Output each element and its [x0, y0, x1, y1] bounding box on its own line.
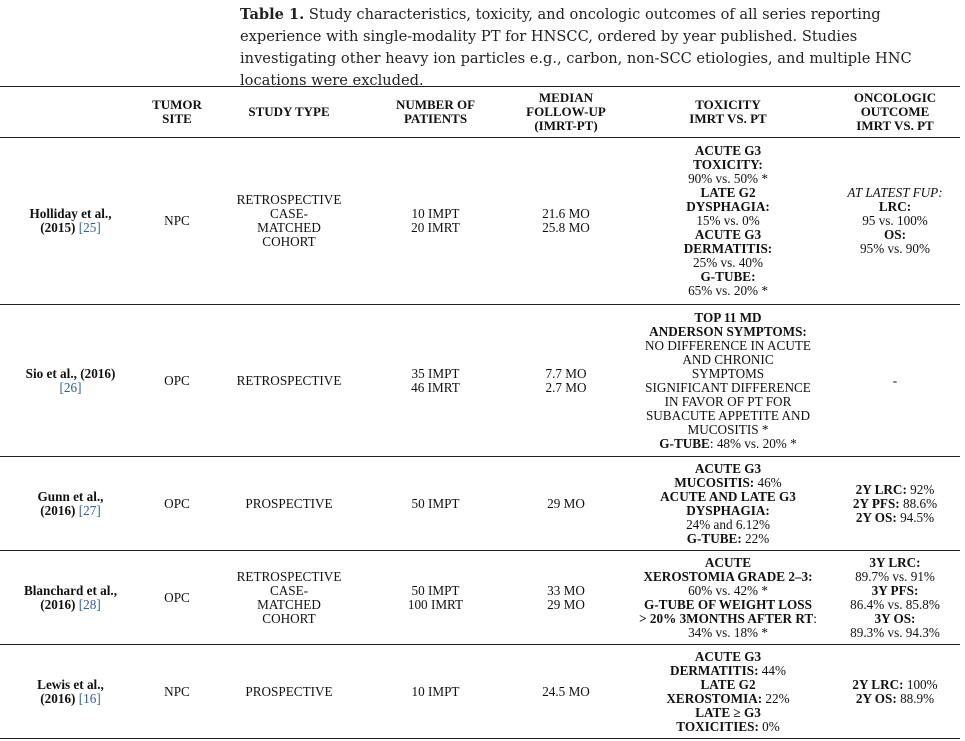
toxicity-line-value: MUCOSITIS * [687, 421, 769, 437]
toxicity-line [628, 720, 828, 734]
toxicity-line [628, 367, 828, 381]
toxicity-line-label: G-TUBE: [686, 530, 742, 546]
outcome-line [832, 626, 958, 640]
outcome-line [832, 214, 958, 228]
toxicity-cell [626, 138, 830, 305]
toxicity-line [628, 612, 828, 626]
toxicity-line [628, 381, 828, 395]
patients-line: 46 IMRT [411, 379, 460, 395]
outcome-cell [830, 305, 960, 457]
outcome-line [832, 584, 958, 598]
study-type-line: RETROSPECTIVE [236, 372, 342, 388]
toxicity-line [628, 214, 828, 228]
follow-up-line: 33 MO [547, 582, 585, 598]
toxicity-line-value: 65% vs. 20% * [688, 283, 768, 298]
toxicity-line [628, 200, 828, 214]
patients-cell [365, 551, 506, 645]
patients-cell [365, 645, 506, 739]
study-type-line: PROSPECTIVE [245, 683, 333, 699]
table-caption [240, 4, 958, 92]
outcome-line-value: 94.5% [896, 509, 935, 525]
outcome-line-label: 2Y LRC: [855, 481, 907, 497]
toxicity-line [628, 242, 828, 256]
outcome-line-value: 88.6% [899, 495, 938, 511]
reference-link[interactable]: [25] [78, 220, 101, 235]
study-type-line: COHORT [262, 610, 316, 626]
study-type-cell [213, 551, 365, 645]
table-row [0, 305, 960, 457]
study-year: (2016) [28] [40, 596, 101, 612]
toxicity-line [628, 584, 828, 598]
patients-cell [365, 138, 506, 305]
toxicity-cell [626, 551, 830, 645]
follow-up-line: 24.5 MO [542, 683, 590, 699]
toxicity-cell [626, 305, 830, 457]
header-study [0, 87, 141, 138]
caption-text: Study characteristics, toxicity, and oncologic outcomes of all series reporting experience with single-modality PT for HNSCC, ordered by year published. Studies investigating other heavy ion particles e.g., carbon, non-SCC etiologies, and multiple HNC locations were excluded. [240, 6, 912, 89]
outcome-line-value: 86.4% vs. 85.8% [850, 596, 940, 612]
outcome-line-value: - [892, 372, 898, 388]
toxicity-line [628, 228, 828, 242]
toxicity-line-value: SIGNIFICANT DIFFERENCE [645, 379, 811, 395]
study-cell [0, 551, 141, 645]
study-type-line: MATCHED [257, 220, 321, 235]
outcome-line [832, 497, 958, 511]
reference-link[interactable]: [16] [78, 690, 101, 706]
outcome-line [832, 242, 958, 256]
follow-up-line: 29 MO [547, 596, 585, 612]
study-author: Holliday et al., [29, 206, 112, 221]
outcome-line [832, 483, 958, 497]
toxicity-line [628, 158, 828, 172]
study-year [2, 381, 139, 395]
toxicity-line-value: IN FAVOR OF PT FOR [664, 393, 792, 409]
toxicity-line-label: TOXICITY: [693, 157, 763, 172]
toxicity-line [628, 692, 828, 706]
toxicity-line-label: ACUTE G3 [694, 227, 762, 242]
toxicity-line [628, 706, 828, 720]
tumor-site-cell: OPC [164, 589, 190, 605]
toxicity-line [628, 556, 828, 570]
toxicity-line-value: NO DIFFERENCE IN ACUTE [645, 337, 811, 353]
patients-line: 35 IMPT [411, 365, 460, 381]
toxicity-line-value: 22% [762, 690, 790, 706]
header-tumor-site: TUMOR SITE [152, 97, 202, 126]
outcome-line-label: OS: [884, 227, 906, 242]
outcome-line-value: 88.9% [896, 690, 935, 706]
study-cell [0, 457, 141, 551]
outcome-line [832, 598, 958, 612]
toxicity-line-label: ACUTE G3 [694, 143, 762, 158]
study-type-line: MATCHED [257, 596, 321, 612]
study-year: (2015) [25] [40, 220, 101, 235]
study-type-cell [213, 457, 365, 551]
outcome-line-label: 2Y LRC: [852, 676, 904, 692]
toxicity-line-label: ACUTE G3 [694, 460, 762, 476]
study-type-line: RETROSPECTIVE [236, 568, 342, 584]
toxicity-line-label: > 20% 3MONTHS AFTER RT [639, 610, 814, 626]
outcome-line-label: 2Y OS: [855, 690, 897, 706]
study-type-line: RETROSPECTIVE [236, 192, 342, 207]
toxicity-line-value: 25% vs. 40% [693, 255, 763, 270]
study-cell [0, 138, 141, 305]
study-author: Blanchard et al., [23, 582, 118, 598]
toxicity-line [628, 626, 828, 640]
outcome-line-label: 3Y LRC: [869, 554, 921, 570]
toxicity-line [628, 476, 828, 490]
outcome-line [832, 374, 958, 388]
follow-up-cell [506, 645, 626, 739]
reference-link[interactable]: [26] [59, 379, 82, 395]
outcome-line-value: 89.3% vs. 94.3% [850, 624, 940, 640]
toxicity-line-label: TOP 11 MD [694, 309, 762, 325]
toxicity-line-label: ACUTE [704, 554, 752, 570]
toxicity-line [628, 144, 828, 158]
follow-up-line: 21.6 MO [542, 206, 590, 221]
outcome-line [832, 200, 958, 214]
toxicity-cell [626, 457, 830, 551]
toxicity-line [628, 664, 828, 678]
header-oncologic-outcome: ONCOLOGIC OUTCOME IMRT VS. PT [853, 90, 937, 133]
toxicity-line [628, 423, 828, 437]
toxicity-line [628, 409, 828, 423]
patients-cell [365, 457, 506, 551]
follow-up-cell [506, 457, 626, 551]
toxicity-line-label: DYSPHAGIA: [686, 199, 770, 214]
study-cell [0, 645, 141, 739]
table-row [0, 645, 960, 739]
outcome-line [832, 556, 958, 570]
study-type-line: PROSPECTIVE [245, 495, 333, 511]
study-author: Sio et al., (2016) [25, 365, 116, 381]
table-row [0, 457, 960, 551]
study-type-cell [213, 645, 365, 739]
toxicity-line-value: 60% vs. 42% * [688, 582, 768, 598]
outcome-line-label: 3Y PFS: [871, 582, 919, 598]
patients-line: 20 IMRT [411, 220, 460, 235]
toxicity-line [628, 518, 828, 532]
toxicity-line-value: 24% and 6.12% [686, 516, 770, 532]
tumor-site-cell: OPC [164, 495, 190, 511]
study-type-cell [213, 138, 365, 305]
study-type-line: CASE- [269, 582, 309, 598]
header-toxicity: TOXICITY IMRT VS. PT [689, 97, 767, 126]
outcome-line-italic: AT LATEST FUP: [847, 185, 943, 200]
toxicity-line [628, 172, 828, 186]
patients-line: 10 IMPT [411, 683, 460, 699]
toxicity-line-value: : 48% vs. 20% * [709, 435, 797, 451]
caption-label: Table 1. [240, 6, 305, 23]
toxicity-line-label: G-TUBE [659, 435, 710, 451]
toxicity-line-label: DERMATITIS: [670, 662, 759, 678]
study-type-line: COHORT [262, 234, 316, 249]
study-type-cell [213, 305, 365, 457]
toxicity-line-label: DYSPHAGIA: [686, 502, 770, 518]
toxicity-line-value: 44% [758, 662, 786, 678]
tumor-site-cell: OPC [164, 372, 190, 388]
outcome-line-value: 92% [906, 481, 935, 497]
toxicity-line-label: TOXICITIES: [676, 718, 759, 734]
outcome-line-label: 2Y OS: [855, 509, 897, 525]
toxicity-line-label: ANDERSON SYMPTOMS: [649, 323, 807, 339]
toxicity-line-label: XEROSTOMIA GRADE 2–3: [643, 568, 813, 584]
toxicity-line-value: 90% vs. 50% * [688, 171, 768, 186]
study-cell [0, 305, 141, 457]
toxicity-line-label: MUCOSITIS: [674, 474, 755, 490]
toxicity-line-value: 22% [741, 530, 770, 546]
toxicity-line [628, 256, 828, 270]
outcome-line-value: 95 vs. 100% [862, 213, 928, 228]
toxicity-line [628, 284, 828, 298]
toxicity-line-label: ACUTE G3 [694, 648, 762, 664]
toxicity-cell [626, 645, 830, 739]
toxicity-line-label: ACUTE AND LATE G3 [660, 488, 796, 504]
outcome-line-value: 100% [903, 676, 938, 692]
outcome-line [832, 186, 958, 200]
toxicity-line-label: DERMATITIS: [683, 241, 773, 256]
outcome-line [832, 692, 958, 706]
header-number-of-patients: NUMBER OF PATIENTS [395, 97, 476, 126]
outcome-cell [830, 551, 960, 645]
toxicity-line-label: LATE G2 [700, 185, 756, 200]
toxicity-line-value: SYMPTOMS [691, 365, 765, 381]
study-author: Gunn et al., [37, 488, 104, 504]
patients-line: 100 IMRT [407, 596, 464, 612]
toxicity-line [628, 395, 828, 409]
study-author: Lewis et al., [37, 676, 104, 692]
study-year: (2016) [27] [40, 502, 101, 518]
outcome-line-value: 95% vs. 90% [860, 241, 930, 256]
reference-link[interactable]: [28] [78, 596, 101, 612]
toxicity-line [628, 650, 828, 664]
toxicity-line-label: LATE G2 [700, 676, 756, 692]
toxicity-line-label: G-TUBE OF WEIGHT LOSS [644, 596, 812, 612]
tumor-site-cell: NPC [164, 683, 190, 699]
toxicity-line [628, 186, 828, 200]
patients-line: 50 IMPT [411, 582, 460, 598]
header-median-follow-up: MEDIAN FOLLOW-UP (IMRT-PT) [526, 90, 606, 133]
outcome-line-label: 2Y PFS: [852, 495, 900, 511]
study-type-line: CASE- [269, 206, 309, 221]
toxicity-line-value: 0% [758, 718, 780, 734]
follow-up-line: 29 MO [547, 495, 585, 511]
tumor-site-cell: NPC [164, 213, 190, 228]
outcome-line [832, 511, 958, 525]
toxicity-line [628, 678, 828, 692]
toxicity-line [628, 490, 828, 504]
follow-up-cell [506, 305, 626, 457]
header-row [0, 87, 960, 138]
toxicity-line-value: 34% vs. 18% * [688, 624, 768, 640]
table-row [0, 138, 960, 305]
follow-up-line: 2.7 MO [545, 379, 587, 395]
outcome-line-value: 89.7% vs. 91% [855, 568, 935, 584]
outcome-line-label: 3Y OS: [874, 610, 916, 626]
follow-up-line: 25.8 MO [542, 220, 590, 235]
patients-cell [365, 305, 506, 457]
toxicity-line-value: : [813, 610, 817, 626]
outcome-line-label: LRC: [878, 199, 912, 214]
outcome-cell [830, 645, 960, 739]
toxicity-line [628, 532, 828, 546]
patients-line: 50 IMPT [411, 495, 460, 511]
toxicity-line-value: 46% [754, 474, 782, 490]
table-row [0, 551, 960, 645]
toxicity-line [628, 504, 828, 518]
header-study-type: STUDY TYPE [248, 104, 330, 119]
outcome-line [832, 612, 958, 626]
toxicity-line [628, 353, 828, 367]
outcome-line [832, 678, 958, 692]
toxicity-line [628, 462, 828, 476]
study-year: (2016) [16] [40, 690, 101, 706]
toxicity-line-label: XEROSTOMIA: [666, 690, 763, 706]
toxicity-line-label: LATE ≥ G3 [695, 704, 761, 720]
toxicity-line [628, 311, 828, 325]
toxicity-line [628, 437, 828, 451]
toxicity-line [628, 270, 828, 284]
toxicity-line [628, 339, 828, 353]
reference-link[interactable]: [27] [78, 502, 101, 518]
toxicity-line [628, 570, 828, 584]
follow-up-cell [506, 138, 626, 305]
toxicity-line [628, 325, 828, 339]
outcome-line [832, 570, 958, 584]
toxicity-line-value: AND CHRONIC [682, 351, 774, 367]
follow-up-line: 7.7 MO [545, 365, 587, 381]
patients-line: 10 IMPT [411, 206, 460, 221]
follow-up-cell [506, 551, 626, 645]
outcome-cell [830, 138, 960, 305]
outcome-cell [830, 457, 960, 551]
study-table [0, 86, 960, 739]
toxicity-line-label: G-TUBE: [700, 269, 756, 284]
toxicity-line-value: SUBACUTE APPETITE AND [645, 407, 811, 423]
toxicity-line-value: 15% vs. 0% [696, 213, 760, 228]
outcome-line [832, 228, 958, 242]
toxicity-line [628, 598, 828, 612]
